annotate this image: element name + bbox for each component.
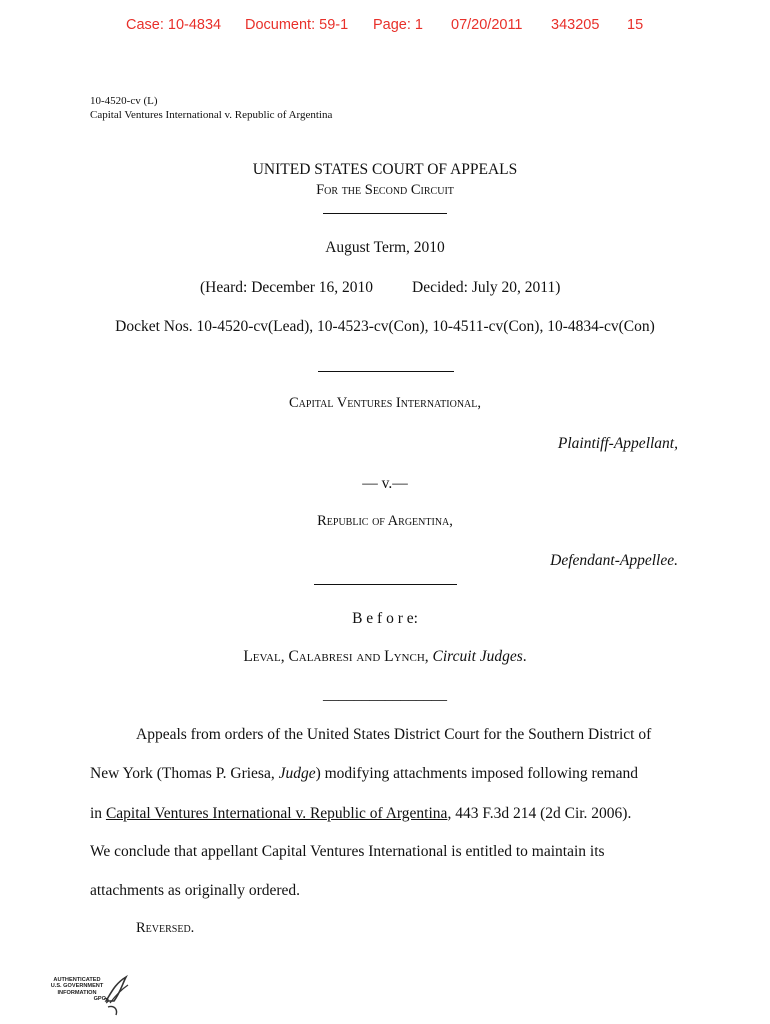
plaintiff-name: Capital Ventures International, bbox=[289, 395, 481, 411]
heard-date: (Heard: December 16, 2010 bbox=[200, 279, 374, 296]
judges-line bbox=[0, 648, 770, 666]
caption-short: Capital Ventures International v. Republic of Argentina bbox=[90, 109, 333, 121]
logo-line: U.S. GOVERNMENT bbox=[50, 983, 104, 990]
stamp-id: 343205 bbox=[551, 17, 600, 33]
text-span: , 443 F.3d 214 (2d Cir. 2006). bbox=[447, 805, 632, 822]
case-citation-name: Capital Ventures International v. Republic of Argentina bbox=[105, 805, 448, 822]
separator-line: ________________ bbox=[323, 686, 447, 703]
eagle-icon bbox=[102, 971, 130, 1017]
before-heading: B e f o r e: bbox=[352, 610, 418, 627]
text-span: ) modifying attachments imposed following remand bbox=[315, 765, 639, 782]
versus: — v.— bbox=[362, 475, 408, 492]
plaintiff-role: Plaintiff-Appellant, bbox=[557, 435, 678, 452]
text-span: in bbox=[90, 805, 106, 822]
opinion-line-1: Appeals from orders of the United States District Court for the Southern District of bbox=[136, 726, 652, 743]
logo-line: AUTHENTICATED bbox=[53, 977, 101, 983]
stamp-case: Case: 10-4834 bbox=[126, 17, 222, 33]
judges-title: Circuit Judges bbox=[432, 648, 523, 665]
decided-date: Decided: July 20, 2011) bbox=[412, 279, 561, 296]
gpo-authentication-logo bbox=[44, 971, 130, 1017]
judge-title: Judge bbox=[278, 765, 316, 782]
logo-line: INFORMATION bbox=[57, 989, 97, 996]
opinion-line-2 bbox=[90, 765, 638, 783]
defendant-role: Defendant-Appellee. bbox=[550, 552, 678, 569]
defendant-name: Republic of Argentina, bbox=[317, 513, 453, 529]
opinion-line-3 bbox=[90, 805, 631, 823]
disposition: Reversed. bbox=[136, 920, 195, 936]
term: August Term, 2010 bbox=[325, 239, 445, 256]
docket-numbers: Docket Nos. 10-4520-cv(Lead), 10-4523-cv(Con), 10-4511-cv(Con), 10-4834-cv(Con) bbox=[115, 318, 655, 335]
stamp-page: Page: 1 bbox=[373, 17, 423, 33]
docket-short: 10-4520-cv (L) bbox=[90, 95, 158, 107]
opinion-line-4: We conclude that appellant Capital Ventures International is entitled to maintain its bbox=[90, 843, 605, 860]
divider-rule bbox=[314, 584, 457, 585]
ecf-header-stamp bbox=[0, 17, 770, 37]
text-span: New York (Thomas P. Griesa, bbox=[90, 765, 279, 782]
divider-rule bbox=[318, 371, 454, 372]
logo-text bbox=[44, 977, 110, 1002]
divider-rule bbox=[323, 213, 447, 214]
court-circuit: For the Second Circuit bbox=[316, 182, 454, 198]
court-title: UNITED STATES COURT OF APPEALS bbox=[252, 161, 518, 178]
judges-names: Leval, Calabresi and Lynch, bbox=[243, 648, 429, 665]
opinion-line-5: attachments as originally ordered. bbox=[90, 882, 301, 899]
judges-period: . bbox=[522, 648, 527, 665]
stamp-date: 07/20/2011 bbox=[451, 17, 523, 33]
logo-line: GPO bbox=[93, 995, 106, 1002]
stamp-document: Document: 59-1 bbox=[245, 17, 349, 33]
stamp-pages: 15 bbox=[627, 17, 644, 33]
